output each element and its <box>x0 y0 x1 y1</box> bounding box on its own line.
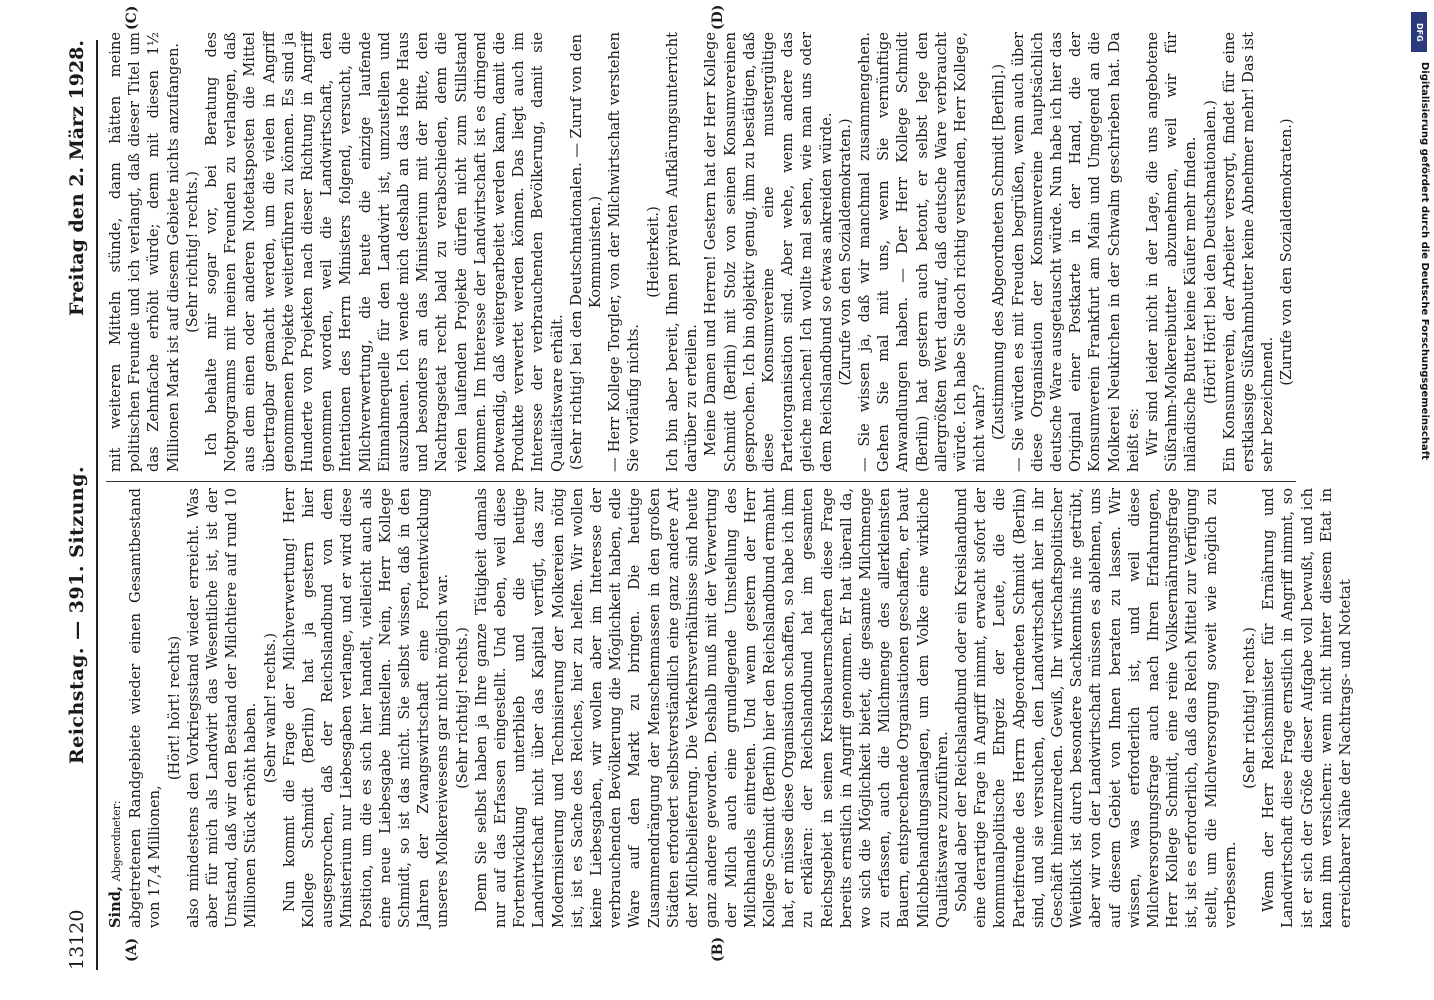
paragraph <box>106 488 126 928</box>
paragraph: Wir sind leider nicht in der Lage, die uns angebotene Süßrahm-Molkereibutter abzunehmen, weil wir für inländische Butter keine Käufer mehr finden. <box>1143 32 1200 472</box>
interjection: (Sehr richtig! rechts.) <box>183 171 201 333</box>
dfg-logo: DFG <box>1411 12 1427 52</box>
margin-marker-b: (B) <box>710 936 726 962</box>
paragraph: — Herr Kollege Torgler, von der Milchwirtschaft verstehen Sie vorläufig nichts. <box>606 32 643 472</box>
paragraph: Ich bin aber bereit, Ihnen privaten Aufklärungsunterricht darüber zu erteilen. <box>663 32 701 472</box>
speaker-role: Abgeordneter: <box>110 800 123 882</box>
margin-marker-a: (A) <box>124 937 140 962</box>
interjection: (Zurufe von den Sozialdemokraten.) <box>836 118 854 386</box>
page-header <box>60 40 94 970</box>
paragraph: abgetretenen Randgebiete wieder einen Gesamtbestand von 17,4 Millionen, <box>127 488 164 928</box>
digitization-credit: Digitalisierung gefördert durch die Deutsche Forschungsgemeinschaft <box>1419 62 1430 460</box>
document-page <box>60 4 1354 980</box>
interjection: (Hört! Hört! bei den Deutschnationalen.) <box>1201 100 1219 404</box>
interjection: (Sehr wahr! rechts.) <box>261 632 279 784</box>
paragraph: Sobald aber der Reichslandbund oder ein Kreislandbund eine derartige Frage in Angriff nimmt, erwacht sofort der kommunalpolitische Ehrgeiz der Leute, die die Parteifreunde des Herrn Abgeordneten Schmidt (Berlin) sind, und sie versuchen, den Landwirtschaft hier in ihr Geschäft hineinzureden. Gewiß, Ihr wirtschaftspolitischer Weitblick ist durch besondere Sachkenntnis nie getrübt, aber wir von der Landwirtschaft müssen es ablehnen, uns auf diesem Gebiet von Ihnen beraten zu lassen. Wir wissen, was erforderlich ist, und weil diese Milchversorgungsfrage auch nach Ihren Erfahrungen, Herr Kollege Schmidt, eine reine Volksernährungsfrage ist, ist es erforderlich, daß das Reich Mittel zur Verfügung stellt, um die Milchversorgung soweit wie möglich zu verbessern. <box>952 488 1239 928</box>
interjection: (Heiterkeit.) <box>644 206 662 298</box>
page-title: Reichstag. — 391. Sitzung. <box>66 465 88 765</box>
interjection: (Sehr richtig! rechts.) <box>453 627 471 789</box>
interjection: (Hört! hört! rechts) <box>165 635 183 781</box>
paragraph: Denn Sie selbst haben ja Ihre ganze Tätigkeit damals nur auf das Erfassen eingestellt. Und eben, weil diese Fortentwicklung unterblieb und die heutige Landwirtschaft nicht über das Kapital verfügt, das zur Modernisierung und Technisierung der Molkereien nötig ist, ist es Sache des Reiches, hier zu helfen. Wir wollen keine Liebesgaben, wir wollen aber im Interesse der verbrauchenden Bevölkerung die Möglichkeit haben, edle Ware auf den Markt zu bringen. Die heutige Zusammendrängung der Menschenmassen in den großen Städten erfordert selbstverständlich eine ganz andere Art der Milchbelieferung. Die Verkehrsverhältnisse sind heute ganz andere geworden. Deshalb muß mit der Verwertung der Milch auch eine grundlegende Umstellung des Milchhandels eintreten. Und wenn gestern der Herr Kollege Schmidt (Berlin) hier den Reichslandbund ermahnt hat, er müsse diese Organisation schaffen, so habe ich ihm zu erklären: der Reichslandbund hat im gesamten Reichsgebiet in seinen Kreisbauernschaften diese Frage bereits ernstlich in Angriff genommen. Er hat überall da, wo sich die Möglichkeit bietet, die gesamte Milchmenge zu erfassen, auch die Milchmenge des allerkleinsten Bauern, entsprechende Organisationen geschaffen, er baut Milchbehandlungsanlagen, um dem Volke eine wirkliche Qualitätsware zuzuführen. <box>472 488 951 928</box>
paragraph: mit weiteren Mitteln stünde, dann hätten meine politischen Freunde und ich verlangt, daß dieser Titel um das Zehnfache erhöht würde; denn mit diesen 1½ Millionen Mark ist auf diesem Gebiete nichts anzufangen. <box>107 32 182 472</box>
paragraph: also mindestens den Vorkriegsstand wieder erreicht. Was aber für mich als Landwirt das Wesentliche ist, ist der Umstand, daß wir den Bestand der Milchtiere auf rund 10 Millionen Stück erhöht haben. <box>184 488 260 928</box>
page-number: 13120 <box>66 909 88 970</box>
header-rule <box>96 40 98 970</box>
session-date: Freitag den 2. März 1928. <box>66 40 88 316</box>
left-text-column <box>106 488 1355 928</box>
margin-marker-d: (D) <box>710 4 726 30</box>
dfg-credit-strip <box>1408 12 1430 702</box>
paragraph: — Sie wissen ja, daß wir manchmal zusammengehen. Gehen Sie mal mit uns, wenn Sie vernünftige Anwandlungen haben. — Der Herr Kollege Schmidt (Berlin) hat gestern auch betont, er selbst lege den allergrößten Wert darauf, daß deutsche Ware verbraucht würde. Ich habe Sie doch richtig verstanden, Herr Kollege, nicht wahr? <box>855 32 989 472</box>
paragraph: Nun kommt die Frage der Milchverwertung! Herr Kollege Schmidt (Berlin) hat ja gestern hier ausgesprochen, daß der Reichslandbund von dem Ministerium nur Liebesgaben verlange, und er wird diese Position, um die es sich hier handelt, vielleicht auch als eine neue Liebesgabe hinstellen. Nein, Herr Kollege Schmidt, so ist das nicht. Sie selbst wissen, daß in den Jahren der Zwangswirtschaft eine Fortentwicklung unseres Molkereiwesens gar nicht möglich war. <box>280 488 452 928</box>
paragraph: Ein Konsumverein, der Arbeiter versorgt, findet für eine erstklassige Süßrahmbutter keine Abnehmer mehr! Das ist sehr bezeichnend. <box>1220 32 1277 472</box>
paragraph: Ich behalte mir sogar vor, bei Beratung des Notprogramms mit meinen Freunden zu verlangen, daß aus dem einen oder anderen Notetatsposten die Mittel übertragbar gemacht werden, um die vielen in Angriff genommenen Projekte weiterführen zu können. Es sind ja Hunderte von Projekten nach dieser Richtung in Angriff genommen worden, weil die Landwirtschaft, den Intentionen des Herrn Ministers folgend, versucht, die Milchverwertung, die heute die einzige laufende Einnahmequelle für den Landwirt ist, umzustellen und auszubauen. Ich wende mich deshalb an das Hohe Haus und besonders an das Ministerium mit der Bitte, den Nachtragsetat recht bald zu verabschieden, denn die vielen laufenden Projekte dürfen nicht zum Stillstand kommen. Im Interesse der Landwirtschaft ist es dringend notwendig, daß weitergearbeitet werden kann, damit die Produkte verwertet werden können. Das liegt auch im Interesse der verbrauchenden Bevölkerung, damit sie Qualitätsware erhält. <box>203 32 566 472</box>
paragraph: — Sie würden es mit Freuden begrüßen, wenn auch über diese Organisation der Konsumvereine hauptsächlich deutsche Ware ausgetauscht würde. Nun habe ich hier das Original einer Postkarte in der Hand, die der Konsumverein Frankfurt am Main und Umgegend an die Molkerei Neukirchen in der Schwalm geschrieben hat. Da heißt es: <box>1009 32 1142 472</box>
speaker-name: Sind, <box>107 886 124 928</box>
interjection: (Sehr richtig! rechts.) <box>1240 627 1258 789</box>
right-text-column <box>106 32 1297 472</box>
interjection: (Zurufe von den Sozialdemokraten.) <box>1278 118 1296 386</box>
paragraph: Wenn der Herr Reichsminister für Ernährung und Landwirtschaft diese Frage ernstlich in Angriff nimmt, so ist er sich der Größe dieser Aufgabe voll bewußt, und ich kann ihm versichern: wenn nicht hinter diesem Etat in erreichbarer Nähe der Nachtrags- und Notetat <box>1260 488 1354 928</box>
margin-marker-c: (C) <box>124 5 140 30</box>
column-divider <box>106 481 1296 482</box>
interjection: (Sehr richtig! bei den Deutschnationalen. — Zuruf von den Kommunisten.) <box>567 33 605 471</box>
interjection: (Zustimmung des Abgeordneten Schmidt [Berlin].) <box>990 63 1008 441</box>
paragraph: Meine Damen und Herren! Gestern hat der Herr Kollege Schmidt (Berlin) mit Stolz von seinen Konsumvereinen gesprochen. Ich bin objektiv genug, ihm zu bestätigen, daß diese Konsumvereine eine mustergültige Parteiorganisation sind. Aber wehe, wenn andere das gleiche machen! Ich wollte mal sehen, wie man uns oder dem Reichslandbund so etwas ankreiden würde. <box>702 32 835 472</box>
